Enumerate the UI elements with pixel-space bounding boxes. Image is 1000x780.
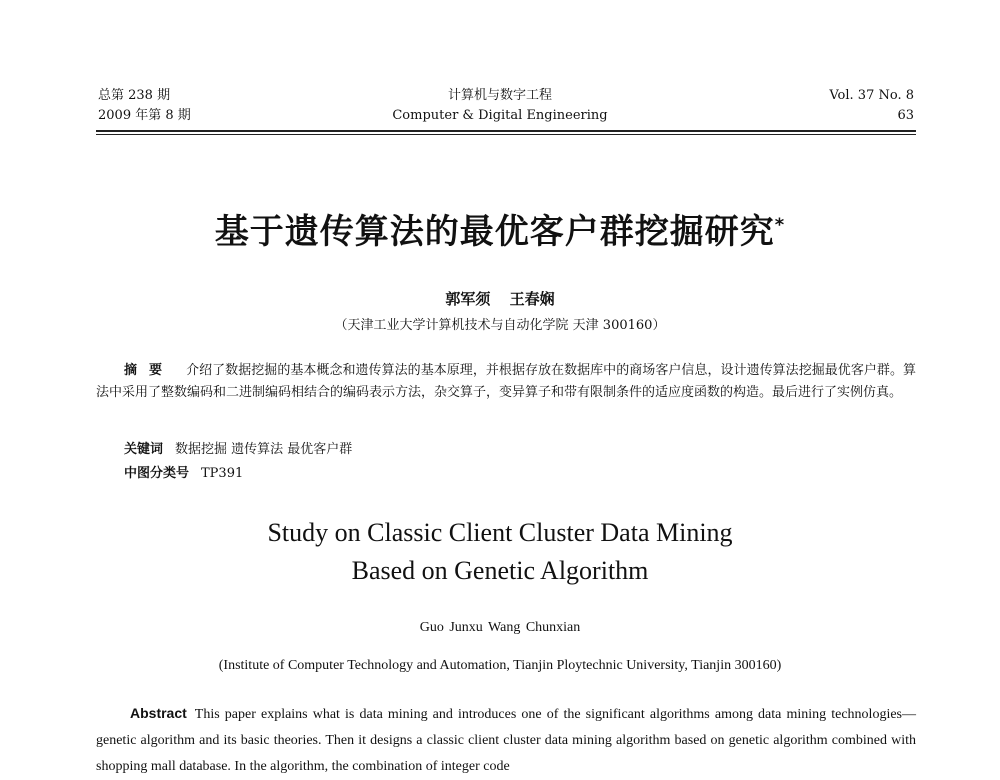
abstract-en-text: This paper explains what is data mining and introduces one of the significant algorithms among data mining technologies—genetic algorithm and its basic theories. Then it designs a classic client cluster data mining algorithm based on genetic algorithm combined with shopping mall database. In the algorithm, the combination of integer code [96,707,916,774]
abstract-cn-text: 介绍了数据挖掘的基本概念和遗传算法的基本原理，并根据存放在数据库中的商场客户信息，设计遗传算法挖掘最优客户群。算法中采用了整数编码和二进制编码相结合的编码表示方法，杂交算子，变异算子和带有限制条件的适应度函数的构造。最后进行了实例仿真。 [96,363,916,400]
journal-name-en: Computer & Digital Engineering [392,108,608,123]
classification-number [124,464,243,484]
page-number: 63 [897,108,914,123]
year-issue: 2009 年第 8 期 [98,108,191,123]
affiliation-en: (Institute of Computer Technology and Automation, Tianjin Ploytechnic University, Tianjin 300160) [218,658,782,673]
authors-en: Guo Junxu Wang Chunxian [419,620,581,635]
header-rule-thin [96,134,916,135]
header-rule-thick [96,130,916,132]
total-issue: 总第 238 期 [98,88,171,103]
keywords-cn [124,440,352,460]
paper-title-en [0,514,1000,590]
abstract-en [96,700,916,780]
authors-cn: 郭军须 王春娴 [445,290,555,308]
paper-title-en-line2: Based on Genetic Algorithm [351,556,649,585]
paper-title-cn-text: 基于遗传算法的最优客户群挖掘研究 [214,212,775,252]
keywords-cn-text: 数据挖掘 遗传算法 最优客户群 [175,442,353,457]
journal-name-cn: 计算机与数字工程 [447,88,552,103]
abstract-cn-label: 摘要 [124,363,175,378]
classification-value: TP391 [201,466,244,481]
paper-title-cn [0,204,1000,253]
keywords-cn-label: 关键词 [124,442,164,457]
volume-info [829,86,914,126]
affiliation-cn: （天津工业大学计算机技术与自动化学院 天津 300160） [334,318,666,333]
paper-title-en-line1: Study on Classic Client Cluster Data Mining [267,518,733,547]
footnote-mark: * [774,214,786,236]
abstract-cn [96,360,916,404]
volume-number: Vol. 37 No. 8 [829,88,914,103]
classification-label: 中图分类号 [124,466,190,481]
abstract-en-label: Abstract [130,705,187,721]
